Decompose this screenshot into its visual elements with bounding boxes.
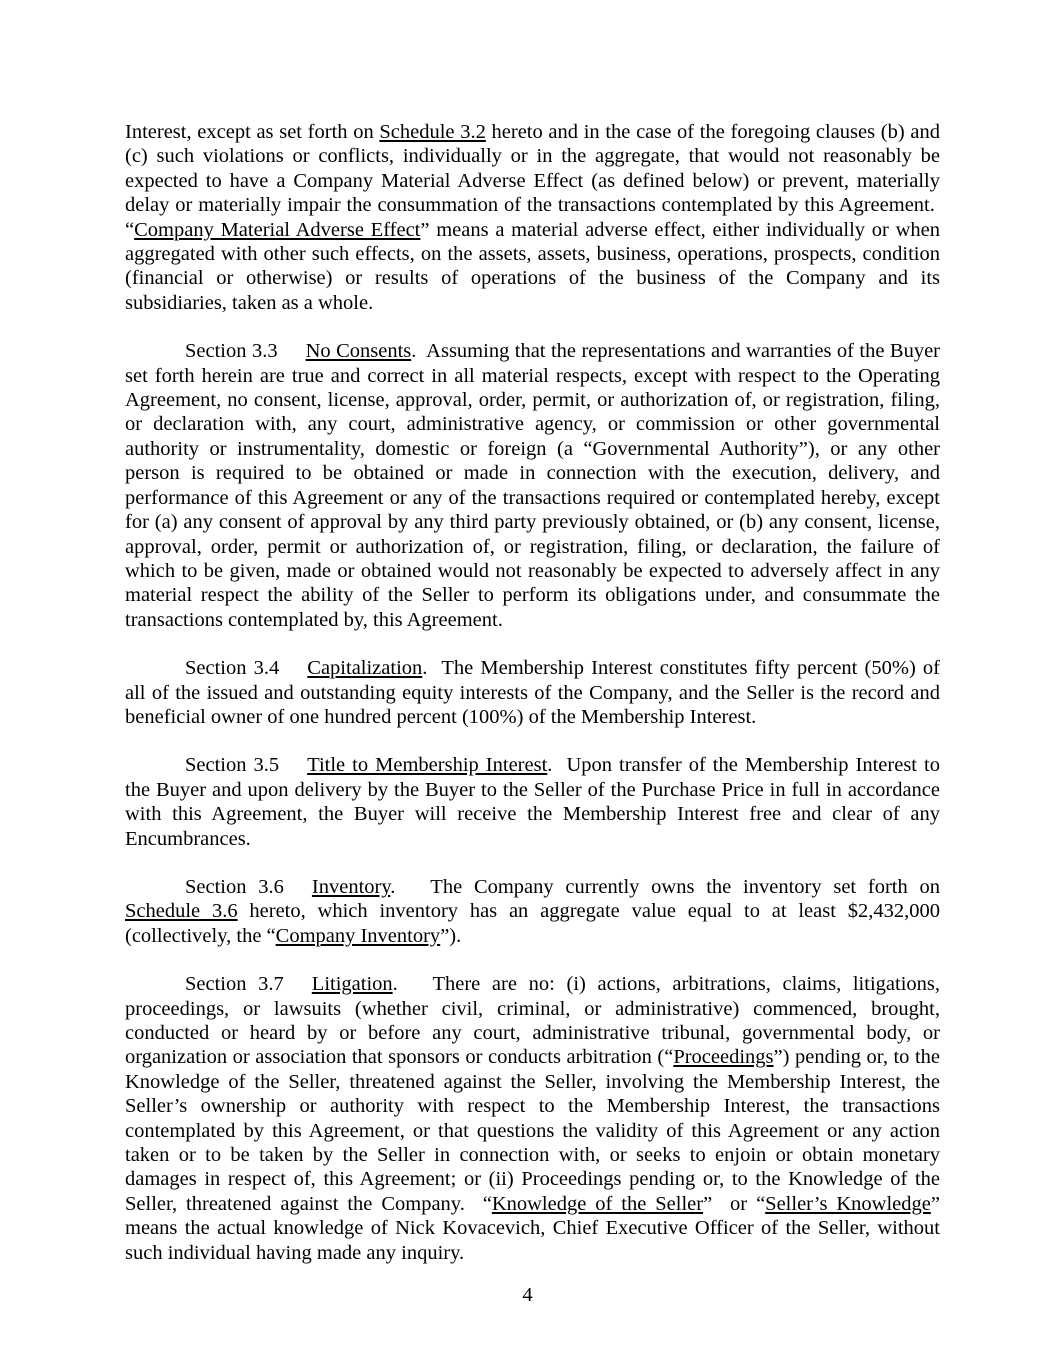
text-run: ” means a material adverse effect, either individually or when aggregated with other such effects, on the assets, assets, business, operations, prospects, condition (financial or otherwise) or results of operations of the business of the Company and its subsidiaries, taken as a whole. (125, 218, 941, 314)
text-run: Section 3.5 (185, 754, 280, 777)
text-run: . Assuming that the representations and warranties of the Buyer set forth herein are true and correct in all material respects, except with respect to the Operating Agreement, no consent, license, approval, order, permit, or authorization of, or registration, filing, or declaration with, any court, administrative agency, or commission or other governmental authority or instrumentality, domestic or foreign (a “Governmental Authority”), or any other person is required to be obtained or made in connection with the execution, delivery, and performance of this Agreement or any of the transactions required or contemplated hereby, except for (a) any consent of approval by any third party previously obtained, or (b) any consent, license, approval, order, permit or authorization of, or registration, filing, or declaration, the failure of which to be given, made or obtained would not reasonably be expected to adversely affect in any material respect the ability of the Seller to perform its obligations under, and consummate the transactions contemplated by, this Agreement. (125, 340, 940, 631)
page-footer (0, 1283, 1055, 1307)
document-body (125, 120, 940, 1289)
underlined-term: Schedule 3.6 (125, 900, 238, 923)
text-run: hereto, which inventory has an aggregate value equal to at least $2,432,000 (collectively, the “ (125, 900, 940, 947)
text-run: Section 3.7 (185, 973, 284, 996)
underlined-term: No Consents (305, 340, 412, 363)
underlined-term: Schedule 3.2 (379, 121, 486, 143)
text-run: Section 3.3 (185, 340, 278, 363)
text-run: Interest, except as set forth on (125, 121, 380, 143)
text-run: . The Membership Interest constitutes fifty percent (50%) of all of the issued and outstanding equity interests of the Company, and the Seller is the record and beneficial owner of one hundred percent (100%) of the Membership Interest. (125, 657, 940, 728)
underlined-term: Title to Membership Interest (307, 754, 548, 777)
paragraph-continuation (125, 120, 940, 315)
paragraph-section-3-6 (125, 875, 940, 948)
text-run: ”). (440, 924, 462, 947)
underlined-term: Proceedings (673, 1046, 774, 1069)
page-number: 4 (522, 1284, 533, 1306)
paragraph-section-3-5 (125, 753, 940, 851)
text-run: ” or “ (703, 1192, 766, 1215)
underlined-term: Litigation (311, 973, 393, 996)
text-run: Section 3.4 (185, 657, 280, 680)
text-run: ” means the actual knowledge of Nick Kovacevich, Chief Executive Officer of the Seller, without such individual having made any inquiry. (125, 1192, 940, 1264)
text-run: . Upon transfer of the Membership Interest to the Buyer and upon delivery by the Buyer to the Seller of the Purchase Price in full in accordance with this Agreement, the Buyer will receive the Membership Interest free and clear of any Encumbrances. (125, 754, 940, 850)
paragraph-section-3-3 (125, 339, 940, 632)
text-run: . There are no: (i) actions, arbitrations, claims, litigations, proceedings, or lawsuits (whether civil, criminal, or administrative) commenced, brought, conducted or heard by or before any court, administrative tribunal, governmental body, or organization or association that sponsors or conducts arbitration (“ (125, 973, 940, 1069)
underlined-term: Knowledge of the Seller (491, 1192, 704, 1215)
text-run: hereto and in the case of the foregoing clauses (b) and (c) such violations or conflicts, individually or in the aggregate, that would not reasonably be expected to have a Company Material Adverse Effect (as defined below) or prevent, materially delay or materially impair the consummation of the transactions contemplated by this Agreement. “ (125, 121, 940, 241)
paragraph-section-3-7 (125, 972, 940, 1265)
underlined-term: Company Material Adverse Effect (134, 218, 421, 241)
underlined-term: Inventory (311, 875, 391, 898)
underlined-term: Capitalization (307, 657, 423, 680)
text-run: . The Company currently owns the inventory set forth on (390, 875, 940, 898)
text-run: ”) pending or, to the Knowledge of the Seller, threatened against the Seller, involving the Membership Interest, the Seller’s ownership or authority with respect to the Membership Interest, the transactions contemplated by this Agreement, or that questions the validity of this Agreement or any action taken or to be taken by the Seller in connection with, or seeks to enjoin or obtain monetary damages in respect of, this Agreement; or (ii) Proceedings pending or, to the Knowledge of the Seller, threatened against the Company. “ (125, 1046, 941, 1215)
text-run: Section 3.6 (185, 875, 284, 898)
underlined-term: Seller’s Knowledge (765, 1192, 931, 1215)
paragraph-section-3-4 (125, 656, 940, 729)
underlined-term: Company Inventory (275, 924, 441, 947)
